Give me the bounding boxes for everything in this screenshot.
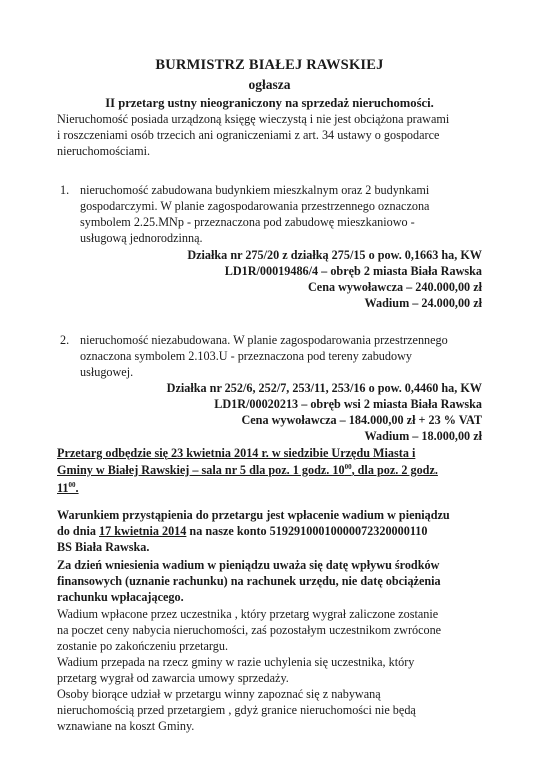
item2-text-line: usługowej. [80,365,134,379]
conditions-line-1: Warunkiem przystąpienia do przetargu jest wpłacenie wadium w pieniądzu [57,508,450,522]
item2-number: 2. [60,333,70,347]
closing-line: Wadium przepada na rzecz gminy w razie uchylenia się uczestnika, który [57,655,415,669]
conditions-line-4: Za dzień wniesienia wadium w pieniądzu uważa się datę wpływu środków [57,558,440,572]
intro-line-3: nieruchomościami. [57,144,151,158]
tender-heading: II przetarg ustny nieograniczony na sprzedaż nieruchomości. [105,96,434,110]
item1-text-line: symbolem 2.25.MNp - przeznaczona pod zabudowę mieszkaniowo - [80,215,415,229]
conditions-line-6: rachunku wpłacającego. [57,590,184,604]
item1-number: 1. [60,183,70,197]
item1-deposit-line: Wadium – 24.000,00 zł [364,296,482,310]
schedule-line-1: Przetarg odbędzie się 23 kwietnia 2014 r. w siedzibie Urzędu Miasta i [57,446,416,460]
item2-plot-line: Działka nr 252/6, 252/7, 253/11, 253/16 o pow. 0,4460 ha, KW [166,381,482,395]
item1-text-line: usługową jednorodzinną. [80,231,203,245]
item2-text-line: nieruchomość niezabudowana. W planie zagospodarowania przestrzennego [80,333,448,347]
intro-line-1: Nieruchomość posiada urządzoną księgę wieczystą i nie jest obciążona prawami [57,112,450,126]
closing-line: na poczet ceny nabycia nieruchomości, zaś pozostałym uczestnikom zwrócone [57,623,442,637]
closing-line: nieruchomością przed przetargiem , gdyż granice nieruchomości nie będą [57,703,416,717]
item1-price-line: Cena wywoławcza – 240.000,00 zł [308,280,482,294]
item2-price-line: Cena wywoławcza – 184.000,00 zł + 23 % VAT [241,413,482,427]
deposit-deadline: 17 kwietnia 2014 [99,524,187,538]
closing-line: przetarg wygrał od zawarcia umowy sprzedaży. [57,671,289,685]
conditions-line-3: BS Biała Rawska. [57,540,150,554]
item1-text-line: nieruchomość zabudowana budynkiem mieszkalnym oraz 2 budynkami [80,183,430,197]
conditions-line-2: do dnia 17 kwietnia 2014 na nasze konto 51929100010000072320000110 [57,524,428,538]
announces-line: ogłasza [248,77,291,92]
page-title: BURMISTRZ BIAŁEJ RAWSKIEJ [155,57,384,73]
closing-line: zostanie po zakończeniu przetargu. [57,639,228,653]
item1-kw-line: LD1R/00019486/4 – obręb 2 miasta Biała Rawska [224,264,482,278]
item2-text-line: oznaczona symbolem 2.103.U - przeznaczona pod tereny zabudowy [80,349,412,363]
schedule-line-2: Gminy w Białej Rawskiej – sala nr 5 dla poz. 1 godz. $10^{00}$, dla poz. 2 godz. [57,463,438,477]
schedule-line-3: $11^{00}$. [57,481,79,495]
item2-deposit-line: Wadium – 18.000,00 zł [364,429,482,443]
item1-text-line: gospodarczymi. W planie zagospodarowania przestrzennego oznaczona [80,199,430,213]
intro-line-2: i roszczeniami osób trzecich ani ograniczeniami z art. 34 ustawy o gospodarce [57,128,440,142]
conditions-line-5: finansowych (uznanie rachunku) na rachunek urzędu, nie datę obciążenia [57,574,441,588]
item1-plot-line: Działka nr 275/20 z działką 275/15 o pow. 0,1663 ha, KW [187,248,482,262]
item2-kw-line: LD1R/00020213 – obręb wsi 2 miasta Biała Rawska [214,397,482,411]
closing-line: wznawiane na koszt Gminy. [57,719,195,733]
closing-line: Osoby biorące udział w przetargu winny zapoznać się z nabywaną [57,687,381,701]
closing-line: Wadium wpłacone przez uczestnika , który przetarg wygrał zaliczone zostanie [57,607,439,621]
